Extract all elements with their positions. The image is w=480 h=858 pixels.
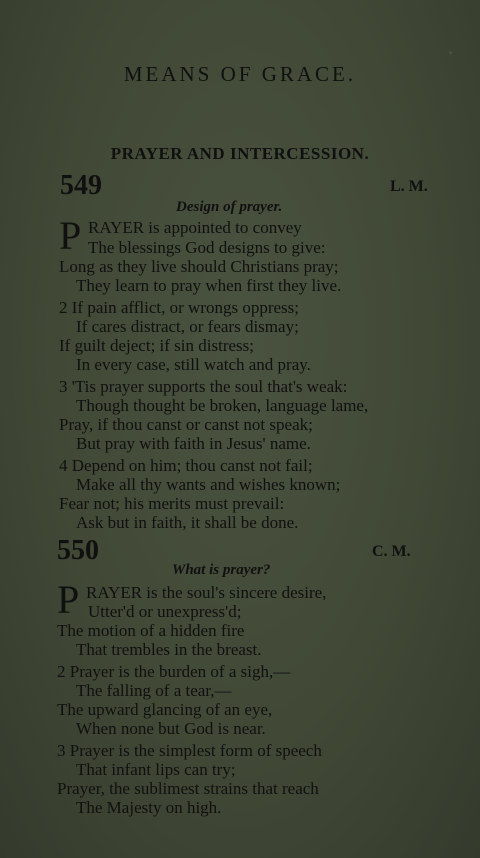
verse-line: That trembles in the breast. (76, 640, 262, 659)
hymn-number: 549 (60, 170, 102, 201)
verse-line: That infant lips can try; (76, 760, 236, 779)
verse-line: RAYER is the soul's sincere desire, (86, 583, 327, 602)
bleed-through-text: · (446, 40, 454, 65)
verse-line: The motion of a hidden fire (57, 621, 245, 640)
verse-line: Ask but in faith, it shall be done. (76, 513, 299, 532)
hymn-meter: L. M. (390, 178, 428, 195)
hymn-meter: C. M. (372, 543, 411, 560)
verse-line: Fear not; his merits must prevail: (59, 494, 285, 513)
drop-cap: P (59, 213, 82, 258)
verse-line: If guilt deject; if sin distress; (59, 336, 254, 355)
verse-line: Make all thy wants and wishes known; (76, 475, 341, 494)
verse-line: In every case, still watch and pray. (76, 355, 311, 374)
verse-line: 4 Depend on him; thou canst not fail; (59, 456, 313, 475)
verse-line: 2 If pain afflict, or wrongs oppress; (59, 298, 299, 317)
verse-line: 2 Prayer is the burden of a sigh,— (57, 662, 291, 681)
verse-line: Utter'd or unexpress'd; (88, 602, 242, 621)
section-title: PRAYER AND INTERCESSION. (110, 144, 370, 163)
verse-line: Pray, if thou canst or canst not speak; (59, 415, 313, 434)
verse-line: But pray with faith in Jesus' name. (76, 434, 311, 453)
drop-cap: P (57, 577, 80, 622)
verse-line: When none but God is near. (76, 719, 266, 738)
verse-line: 3 'Tis prayer supports the soul that's weak: (59, 377, 348, 396)
verse-line: Prayer, the sublimest strains that reach (57, 779, 319, 798)
verse-line: The blessings God designs to give: (88, 238, 326, 257)
verse-line: They learn to pray when first they live. (76, 276, 342, 295)
verse-line: The falling of a tear,— (76, 681, 232, 700)
hymn-subtitle: What is prayer? (172, 562, 271, 578)
verse-line: RAYER is appointed to convey (88, 218, 302, 237)
verse-line: Long as they live should Christians pray; (59, 257, 339, 276)
verse-line: If cares distract, or fears dismay; (76, 317, 299, 336)
verse-line: The Majesty on high. (76, 798, 222, 817)
verse-line: The upward glancing of an eye, (57, 700, 273, 719)
hymn-subtitle: Design of prayer. (176, 199, 283, 215)
hymn-number: 550 (57, 535, 99, 566)
verse-line: Though thought be broken, language lame, (76, 396, 369, 415)
verse-line: 3 Prayer is the simplest form of speech (57, 741, 322, 760)
running-head: MEANS OF GRACE. (123, 62, 357, 86)
